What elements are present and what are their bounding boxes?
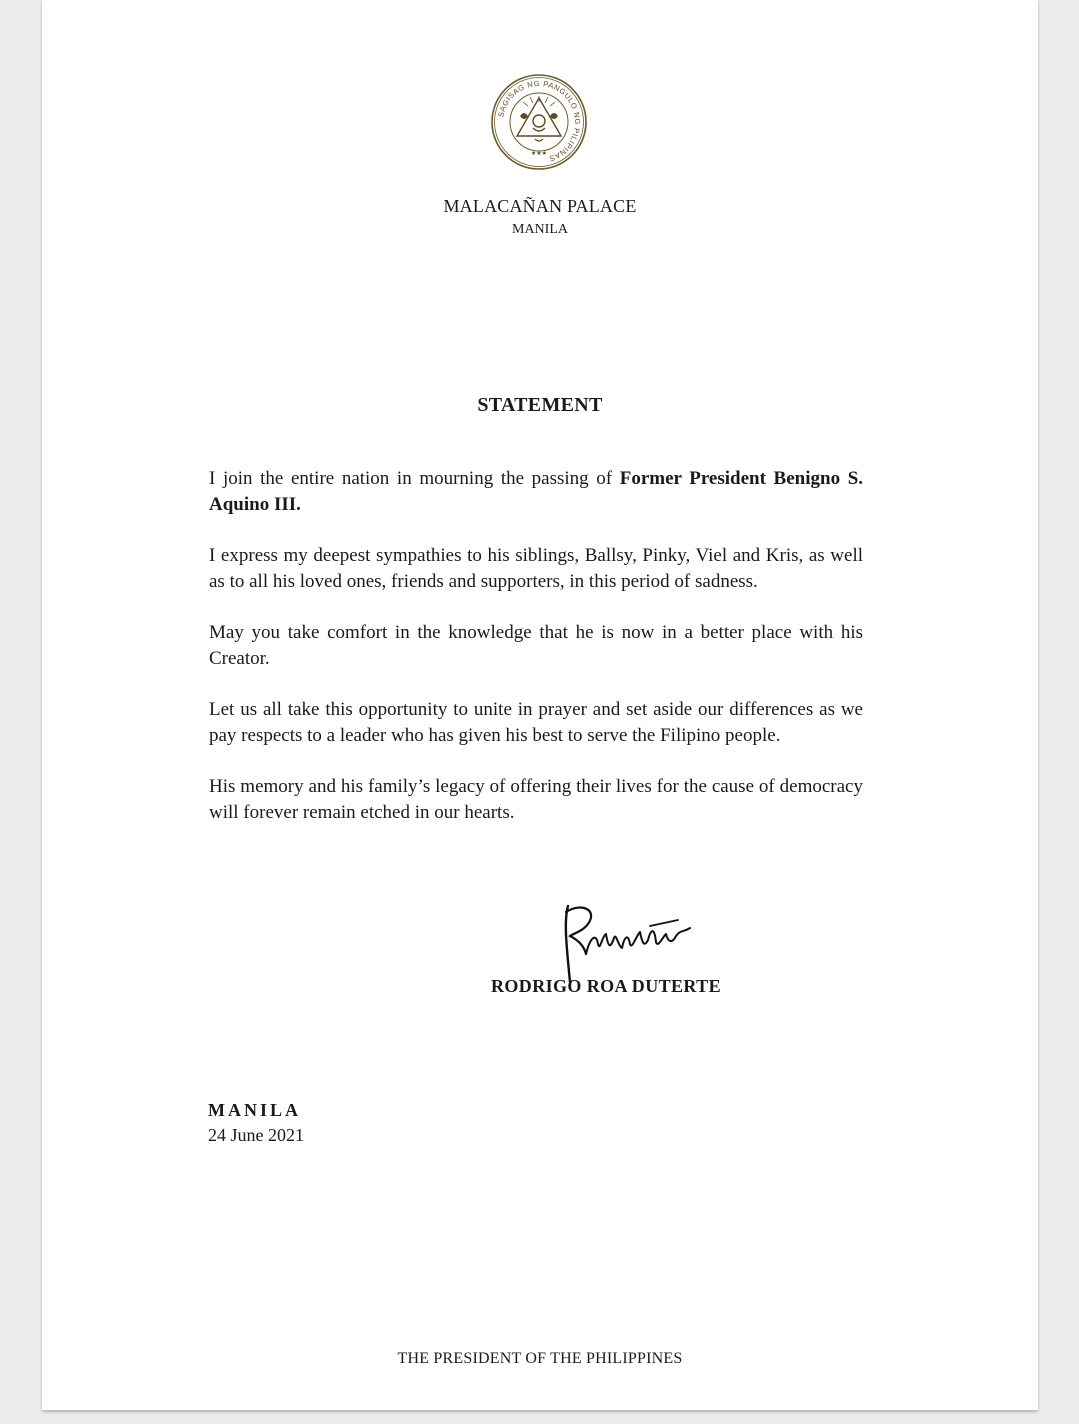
palace-city: MANILA bbox=[512, 222, 568, 237]
paragraph-1-name: Former President Benigno S. Aquino III bbox=[209, 468, 864, 515]
signatory-name: RODRIGO ROA DUTERTE bbox=[491, 976, 721, 996]
dateline-date: 24 June 2021 bbox=[208, 1125, 304, 1145]
paragraph-4: Let us all take this opportunity to unite in prayer and set aside our differences as we pay respects to a leader who has given his best to serve the Filipino people. bbox=[209, 699, 863, 746]
statement-body bbox=[209, 466, 863, 851]
paragraph-5: His memory and his family’s legacy of offering their lives for the cause of democracy will forever remain etched in our hearts. bbox=[209, 776, 863, 823]
svg-text:★★★: ★★★ bbox=[530, 151, 548, 157]
statement-title: STATEMENT bbox=[477, 394, 603, 416]
footer-title: THE PRESIDENT OF THE PHILIPPINES bbox=[397, 1350, 683, 1367]
dateline-place: MANILA bbox=[208, 1100, 301, 1120]
presidential-seal-icon bbox=[489, 72, 589, 172]
paragraph-3: May you take comfort in the knowledge that he is now in a better place with his Creator. bbox=[209, 622, 863, 669]
document-page bbox=[42, 0, 1038, 1410]
paragraph-1: I join the entire nation in mourning the passing of Former President Benigno S. Aquino III. bbox=[209, 468, 864, 515]
svg-text:SAGISAG NG PANGULO NG PILIPINA: SAGISAG NG PANGULO NG PILIPINAS bbox=[496, 78, 583, 164]
palace-name: MALACAÑAN PALACE bbox=[443, 196, 637, 216]
paragraph-2: I express my deepest sympathies to his siblings, Ballsy, Pinky, Viel and Kris, as well as to all his loved ones, friends and supporters, in this period of sadness. bbox=[209, 545, 863, 592]
